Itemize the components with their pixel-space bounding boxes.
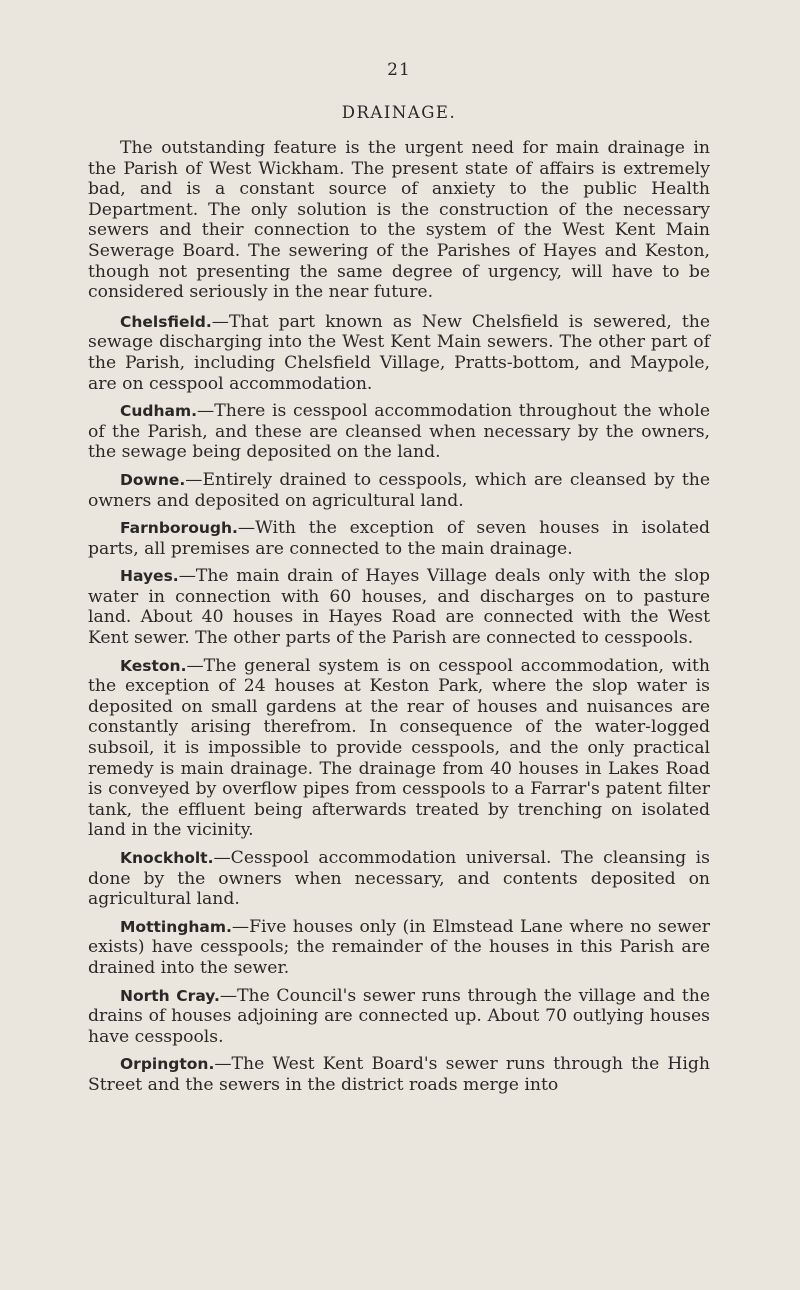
document-page xyxy=(88,0,710,1290)
paragraph-text: —With the exception of seven houses in isolated parts, all premises are connected to the main drainage. xyxy=(88,518,710,559)
paragraph-heading: Orpington. xyxy=(120,1055,215,1074)
body-text xyxy=(88,138,710,1103)
page-number: 21 xyxy=(387,60,411,80)
paragraph-downe xyxy=(88,470,710,511)
paragraph-cudham xyxy=(88,401,710,463)
paragraph-text: —The general system is on cesspool accommodation, with the exception of 24 houses at Keston Park, where the slop water is deposited on small gardens at the rear of houses and nuisances are constantly arising therefrom. In consequence of the water-logged subsoil, it is impossible to provide cesspools, and the only practical remedy is main drainage. The drainage from 40 houses in Lakes Road is conveyed by overflow pipes from cesspools to a Farrar's patent filter tank, the effluent being afterwards treated by trenching on isolated land in the vicinity. xyxy=(88,655,710,841)
paragraph-knockholt xyxy=(88,848,710,910)
paragraph-text: —The Council's sewer runs through the village and the drains of houses adjoining are connected up. About 70 outlying houses have cesspools. xyxy=(88,985,710,1047)
paragraph-text: —Entirely drained to cesspools, which are cleansed by the owners and deposited on agricultural land. xyxy=(88,469,710,511)
paragraph-orpington xyxy=(88,1054,710,1095)
paragraph-heading: Keston. xyxy=(120,656,187,675)
paragraph-heading: Mottingham. xyxy=(120,917,232,936)
paragraph-mottingham xyxy=(88,917,710,979)
paragraph-chelsfield xyxy=(88,312,710,394)
paragraph-text: —That part known as New Chelsfield is sewered, the sewage discharging into the West Kent Main sewers. The other part of the Parish, including Chelsfield Village, Pratts-bottom, and Maypole, are on cesspool accommodation. xyxy=(88,311,710,394)
paragraph-text: —Five houses only (in Elmstead Lane where no sewer exists) have cesspools; the remainder of the houses in this Parish are drained into the sewer. xyxy=(88,916,710,978)
paragraph-heading: Cudham. xyxy=(120,402,198,421)
paragraph-heading: Farnborough. xyxy=(120,519,238,538)
paragraph-heading: Hayes. xyxy=(120,567,179,586)
paragraph-north-cray xyxy=(88,986,710,1048)
paragraph-keston xyxy=(88,656,710,841)
paragraph-heading: Knockholt. xyxy=(120,849,214,867)
paragraph-farnborough xyxy=(88,518,710,559)
section-title: DRAINAGE. xyxy=(341,103,457,122)
paragraph-text: —The West Kent Board's sewer runs through the High Street and the sewers in the district roads merge into xyxy=(88,1054,710,1095)
intro-paragraph: The outstanding feature is the urgent need for main drainage in the Parish of West Wickham. The present state of affairs is extremely bad, and is a constant source of anxiety to the public Health Department. The only solution is the construction of the necessary sewers and their connection to the system of the West Kent Main Sewerage Board. The sewering of the Parishes of Hayes and Keston, though not presenting the same degree of urgency, will have to be considered seriously in the near future. xyxy=(88,138,710,303)
paragraph-text: —There is cesspool accommodation throughout the whole of the Parish, and these are cleansed when necessary by the owners, the sewage being deposited on the land. xyxy=(88,401,710,463)
paragraph-text: —The main drain of Hayes Village deals only with the slop water in connection with 60 houses, and discharges on to pasture land. About 40 houses in Hayes Road are connected with the West Kent sewer. The other parts of the Parish are connected to cesspools. xyxy=(88,566,710,649)
paragraph-text: —Cesspool accommodation universal. The cleansing is done by the owners when necessary, and contents deposited on agricultural land. xyxy=(88,848,710,910)
paragraph-heading: Chelsfield. xyxy=(120,312,212,331)
paragraph-heading: North Cray. xyxy=(120,986,220,1005)
paragraph-heading: Downe. xyxy=(120,470,186,489)
paragraph-hayes xyxy=(88,566,710,648)
